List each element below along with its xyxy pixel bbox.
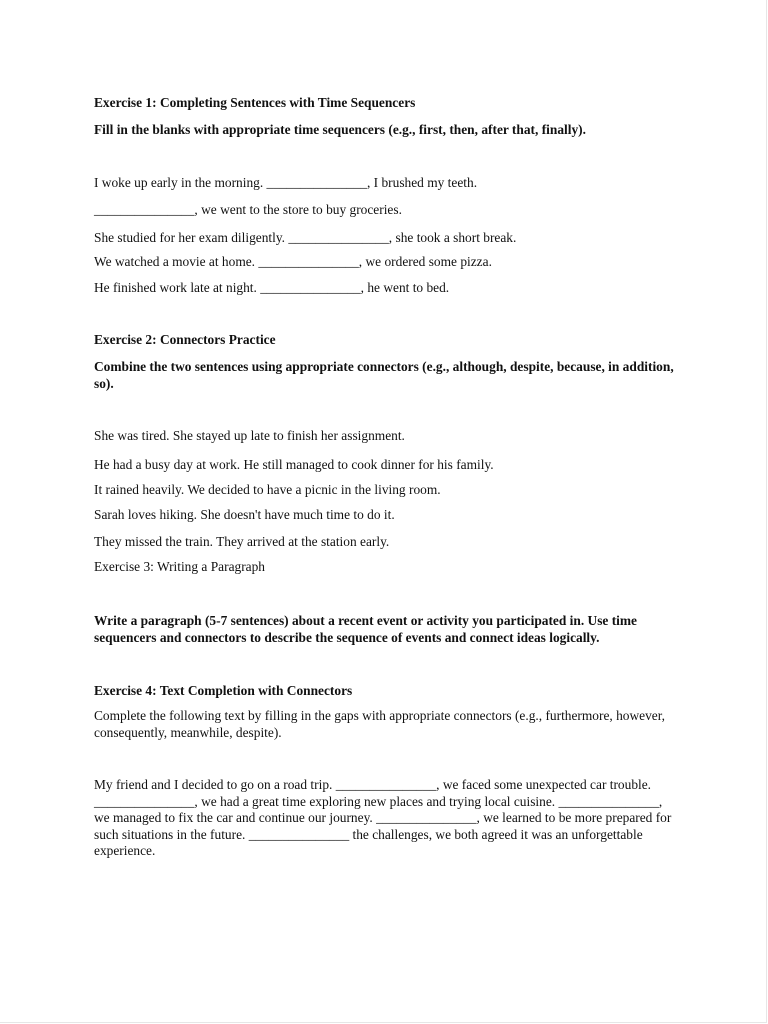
exercise-4-text: My friend and I decided to go on a road trip. _______________, we faced some unexpected car trouble. _______________, we had a great time exploring new places and trying local cuisine. _______________, we managed to fix the car and continue our journey. _______________, we learned to be more prepared for such situations in the future. _______________ the challenges, we both agreed it was an unforgettable experience. [94,777,672,858]
exercise-3-title: Exercise 3: Writing a Paragraph [94,559,265,574]
exercise-1-item: I woke up early in the morning. _______________, I brushed my teeth. [94,175,478,190]
exercise-1-item: He finished work late at night. _______________, he went to bed. [94,280,450,295]
exercise-2-item: It rained heavily. We decided to have a picnic in the living room. [94,482,441,497]
exercise-2-instruction: Combine the two sentences using appropriate connectors (e.g., although, despite, because, in addition, so). [94,359,674,391]
exercise-2-title: Exercise 2: Connectors Practice [94,332,276,347]
exercise-1-item: We watched a movie at home. _______________, we ordered some pizza. [94,254,492,269]
exercise-1-instruction: Fill in the blanks with appropriate time sequencers (e.g., first, then, after that, finally). [94,122,586,137]
exercise-2-item: They missed the train. They arrived at the station early. [94,534,390,549]
exercise-3-instruction: Write a paragraph (5-7 sentences) about a recent event or activity you participated in. Use time sequencers and connectors to describe the sequence of events and connect ideas logically. [94,613,637,645]
exercise-1-title: Exercise 1: Completing Sentences with Time Sequencers [94,95,416,110]
exercise-2-item: He had a busy day at work. He still managed to cook dinner for his family. [94,457,494,472]
exercise-4-instruction: Complete the following text by filling in the gaps with appropriate connectors (e.g., furthermore, however, consequently, meanwhile, despite). [94,708,666,740]
exercise-1-item: She studied for her exam diligently. _______________, she took a short break. [94,230,517,245]
exercise-2-item: Sarah loves hiking. She doesn't have much time to do it. [94,507,395,522]
exercise-4-title: Exercise 4: Text Completion with Connectors [94,683,353,698]
exercise-1-item: _______________, we went to the store to buy groceries. [94,202,402,217]
exercise-2-item: She was tired. She stayed up late to finish her assignment. [94,428,405,443]
